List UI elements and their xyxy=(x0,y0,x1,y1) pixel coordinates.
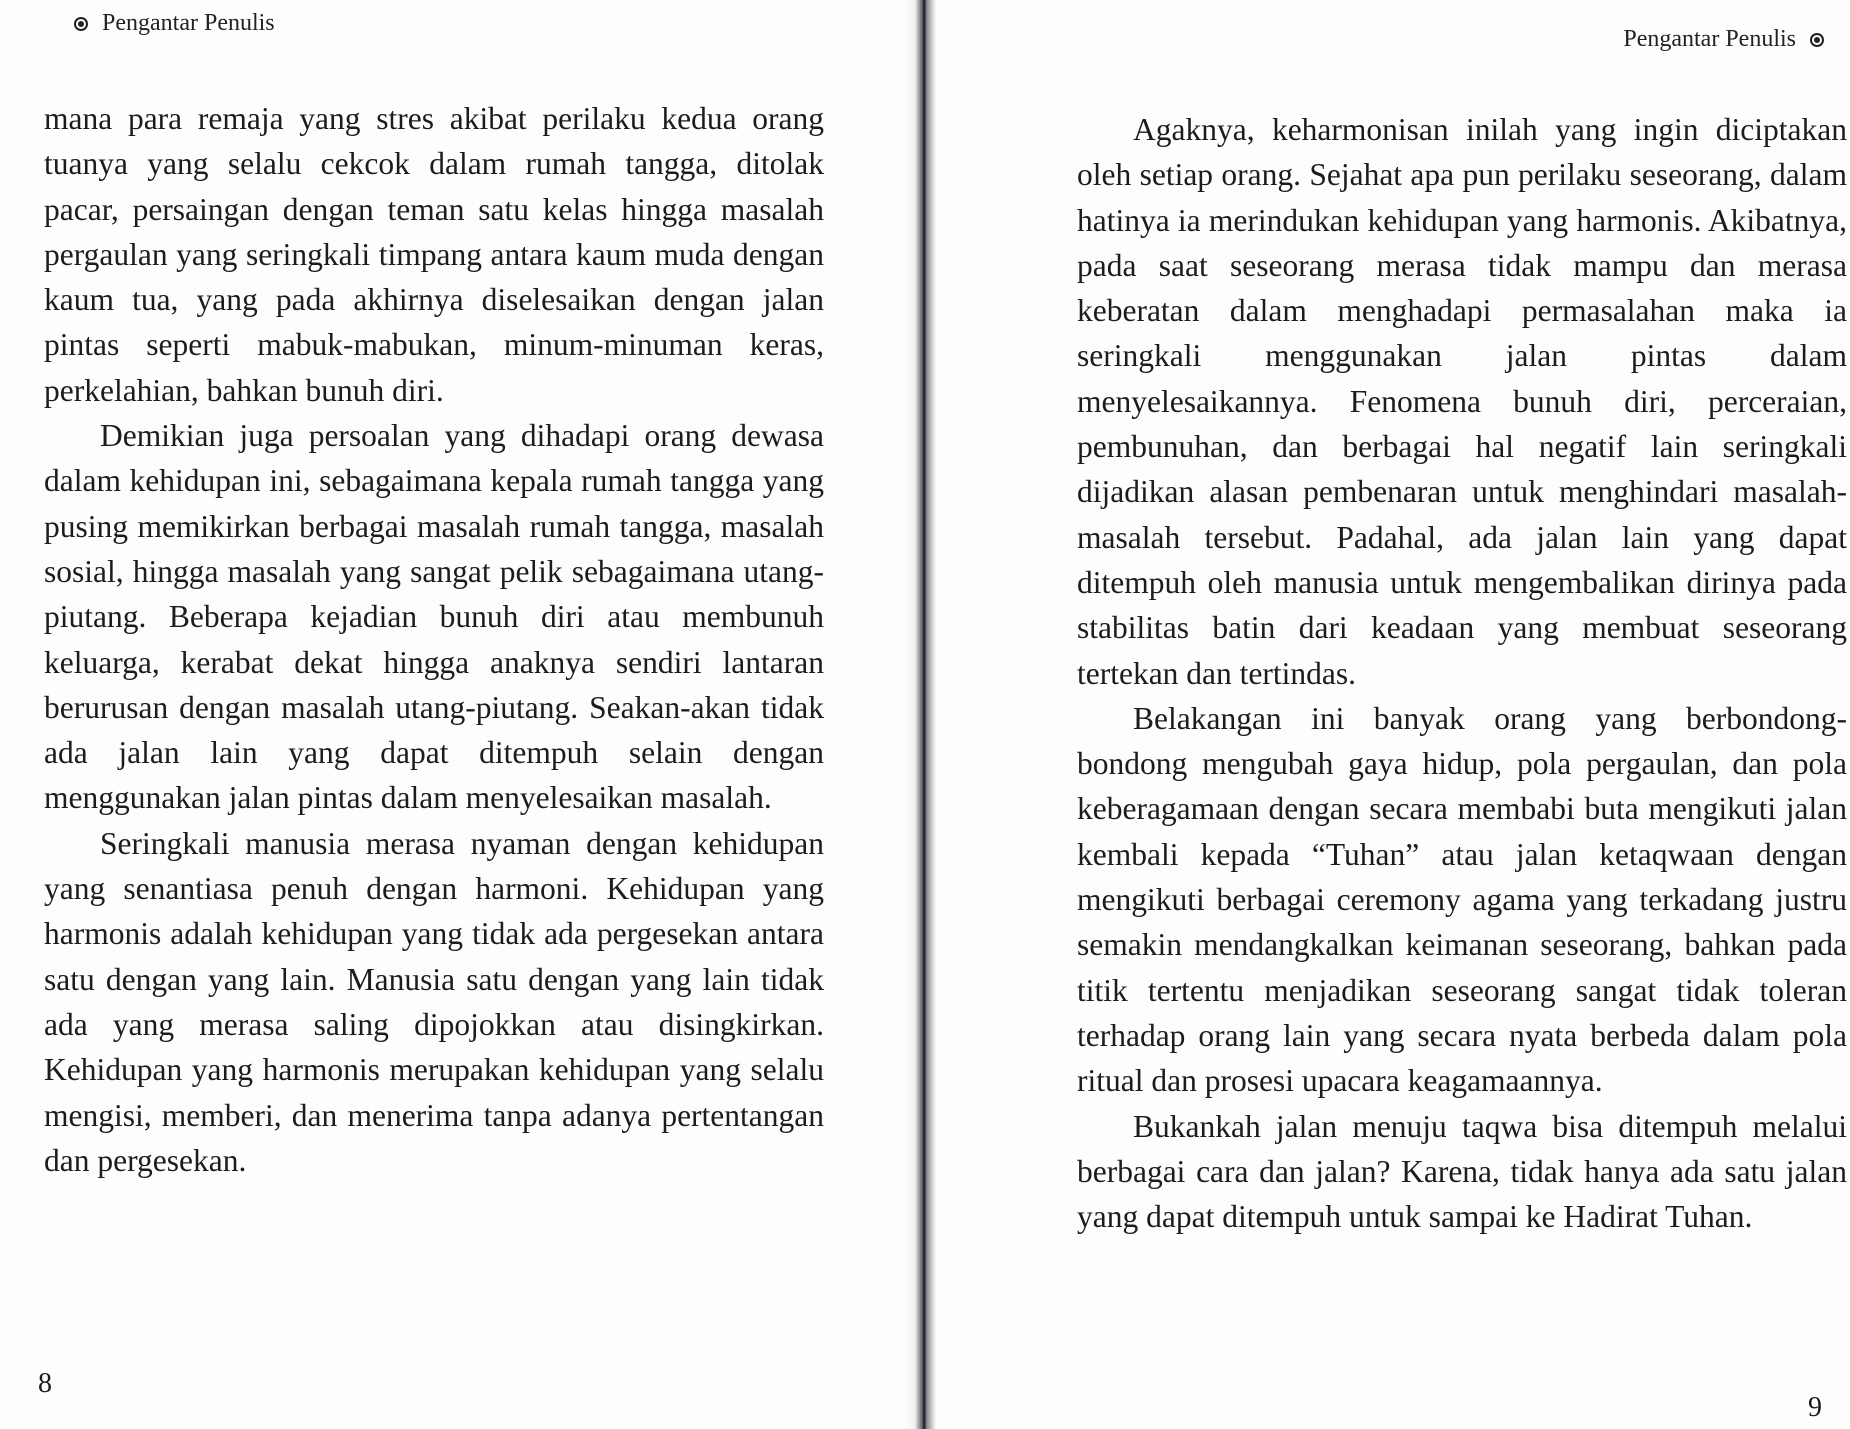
right-body-text xyxy=(1077,107,1847,1239)
left-running-head-text: Pengantar Penulis xyxy=(102,10,275,36)
right-paragraph: Bukankah jalan menuju taqwa bisa ditempuh melalui berbagai cara dan jalan? Karena, tidak hanya ada satu jalan yang dapat ditempuh untuk sampai ke Hadirat Tuhan. xyxy=(1077,1108,1847,1235)
right-paragraph: Belakangan ini banyak orang yang berbondong-bondong mengubah gaya hidup, pola pergaulan, dan pola keberagamaan dengan secara membabi buta mengikuti jalan kembali kepada “Tuhan” atau jalan ketaqwaan dengan mengikuti berbagai ceremony agama yang terkadang justru semakin mendangkalkan keimanan seseorang, bahkan pada titik tertentu menjadikan seseorang sangat tidak toleran terhadap orang lain yang secara nyata berbeda dalam pola ritual dan prosesi upacara keagamaannya. xyxy=(1077,700,1847,1099)
right-running-head-text: Pengantar Penulis xyxy=(1623,26,1796,52)
left-body-text xyxy=(44,96,824,1183)
left-paragraph: Seringkali manusia merasa nyaman dengan kehidupan yang senantiasa penuh dengan harmoni. Kehidupan yang harmonis adalah kehidupan yang tidak ada pergesekan antara satu dengan yang lain. Manusia satu dengan yang lain tidak ada yang merasa saling dipojokkan atau disingkirkan. Kehidupan yang harmonis merupakan kehidupan yang selalu mengisi, memberi, dan menerima tanpa adanya pertentangan dan pergesekan. xyxy=(44,825,824,1178)
bullet-icon xyxy=(1810,33,1824,47)
right-page xyxy=(936,0,1850,1429)
left-page-number: 8 xyxy=(38,1368,52,1399)
right-paragraph: Agaknya, keharmonisan inilah yang ingin diciptakan oleh setiap orang. Sejahat apa pun perilaku seseorang, dalam hatinya ia merindukan kehidupan yang harmonis. Akibatnya, pada saat seseorang merasa tidak mampu dan merasa keberatan dalam menghadapi permasalahan maka ia seringkali menggunakan jalan pintas dalam menyelesaikannya. Fenomena bunuh diri, perceraian, pembunuhan, dan berbagai hal negatif lain seringkali dijadikan alasan pembenaran untuk menghindari masalah-masalah tersebut. Padahal, ada jalan lain yang dapat ditempuh oleh manusia untuk mengembalikan dirinya pada stabilitas batin dari keadaan yang membuat seseorang tertekan dan tertindas. xyxy=(1077,112,1847,691)
left-running-head xyxy=(74,10,275,37)
left-paragraph: Demikian juga persoalan yang dihadapi orang dewasa dalam kehidupan ini, sebagaimana kepala rumah tangga yang pusing memikirkan berbagai masalah rumah tangga, masalah sosial, hingga masalah yang sangat pelik sebagaimana utang-piutang. Beberapa kejadian bunuh diri atau membunuh keluarga, kerabat dekat hingga anaknya sendiri lantaran berurusan dengan masalah utang-piutang. Seakan-akan tidak ada jalan lain yang dapat ditempuh selain dengan menggunakan jalan pintas dalam menyelesaikan masalah. xyxy=(44,418,824,816)
left-paragraph: mana para remaja yang stres akibat perilaku kedua orang tuanya yang selalu cekcok dalam rumah tangga, ditolak pacar, persaingan dengan teman satu kelas hingga masalah pergaulan yang seringkali timpang antara kaum muda dengan kaum tua, yang pada akhirnya diselesaikan dengan jalan pintas seperti mabuk-mabukan, minum-minuman keras, perkelahian, bahkan bunuh diri. xyxy=(44,101,824,408)
right-running-head xyxy=(1623,26,1824,53)
right-page-number: 9 xyxy=(1808,1392,1822,1423)
left-page xyxy=(0,0,918,1429)
bullet-icon xyxy=(74,17,88,31)
